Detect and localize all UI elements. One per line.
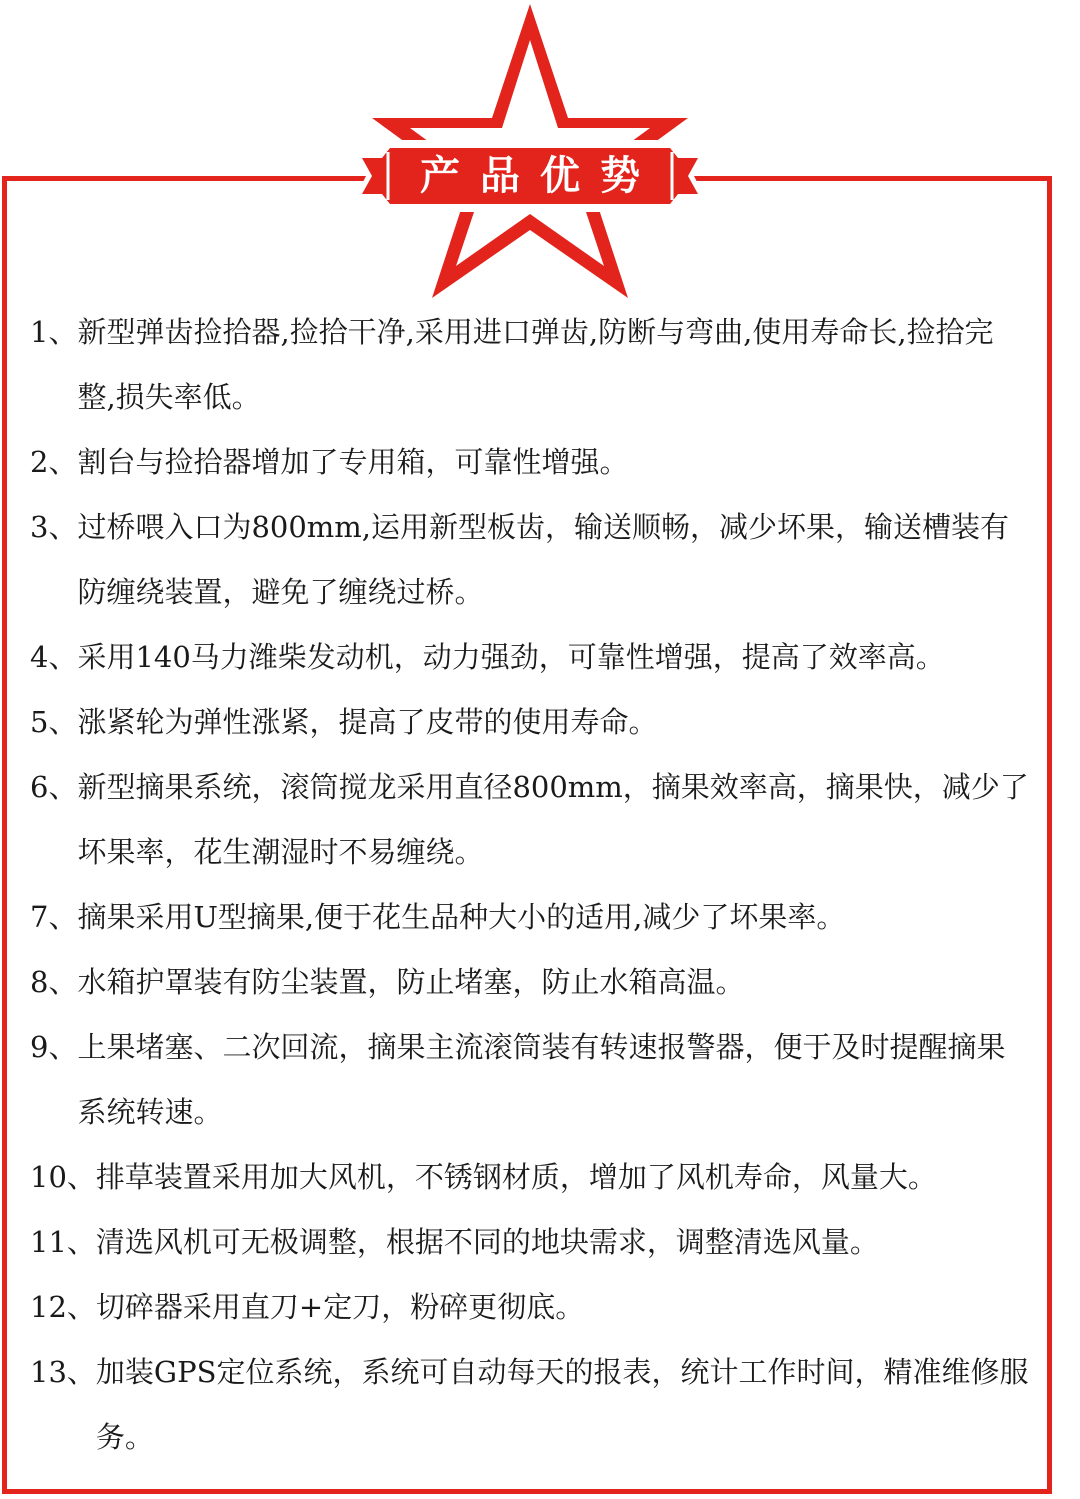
list-item [30, 300, 1030, 430]
advantages-list [30, 300, 1030, 1470]
item-text: 切碎器采用直刀+定刀，粉碎更彻底。 [95, 1290, 585, 1324]
item-text: 排草装置采用加大风机，不锈钢材质，增加了风机寿命，风量大。 [95, 1160, 937, 1194]
list-item [30, 1015, 1030, 1145]
item-number: 8、 [30, 965, 78, 999]
item-number: 7、 [30, 900, 78, 934]
list-item [30, 1340, 1030, 1470]
list-item [30, 885, 1030, 950]
list-item [30, 1145, 1030, 1210]
list-item [30, 1275, 1030, 1340]
list-item [30, 690, 1030, 755]
list-item [30, 625, 1030, 690]
item-text: 新型弹齿捡拾器,捡拾干净,采用进口弹齿,防断与弯曲,使用寿命长,捡拾完整,损失率低。 [77, 315, 994, 414]
item-number: 2、 [30, 445, 78, 479]
item-number: 6、 [30, 770, 78, 804]
list-item [30, 430, 1030, 495]
item-text: 摘果采用U型摘果,便于花生品种大小的适用,减少了坏果率。 [77, 900, 846, 934]
list-item [30, 495, 1030, 625]
item-number: 11、 [30, 1225, 96, 1259]
star-badge [340, 0, 720, 300]
banner-title: 产品优势 [420, 153, 660, 199]
list-item [30, 950, 1030, 1015]
list-item [30, 755, 1030, 885]
item-text: 新型摘果系统，滚筒搅龙采用直径800mm，摘果效率高，摘果快，减少了坏果率，花生潮湿时不易缠绕。 [77, 770, 1029, 869]
item-number: 4、 [30, 640, 78, 674]
item-number: 12、 [30, 1290, 96, 1324]
item-text: 采用140马力潍柴发动机，动力强劲，可靠性增强，提高了效率高。 [77, 640, 945, 674]
item-text: 过桥喂入口为800mm,运用新型板齿，输送顺畅，减少坏果，输送槽装有防缠绕装置，避免了缠绕过桥。 [77, 510, 1010, 609]
item-number: 10、 [30, 1160, 96, 1194]
item-number: 13、 [30, 1355, 96, 1389]
item-text: 割台与捡拾器增加了专用箱，可靠性增强。 [77, 445, 629, 479]
item-text: 加装GPS定位系统，系统可自动每天的报表，统计工作时间，精准维修服务。 [95, 1355, 1029, 1454]
item-number: 9、 [30, 1030, 78, 1064]
item-text: 清选风机可无极调整，根据不同的地块需求，调整清选风量。 [95, 1225, 879, 1259]
item-number: 3、 [30, 510, 78, 544]
item-text: 上果堵塞、二次回流，摘果主流滚筒装有转速报警器，便于及时提醒摘果系统转速。 [77, 1030, 1006, 1129]
list-item [30, 1210, 1030, 1275]
item-text: 水箱护罩装有防尘装置，防止堵塞，防止水箱高温。 [77, 965, 745, 999]
item-text: 涨紧轮为弹性涨紧，提高了皮带的使用寿命。 [77, 705, 658, 739]
item-number: 1、 [30, 315, 78, 349]
item-number: 5、 [30, 705, 78, 739]
